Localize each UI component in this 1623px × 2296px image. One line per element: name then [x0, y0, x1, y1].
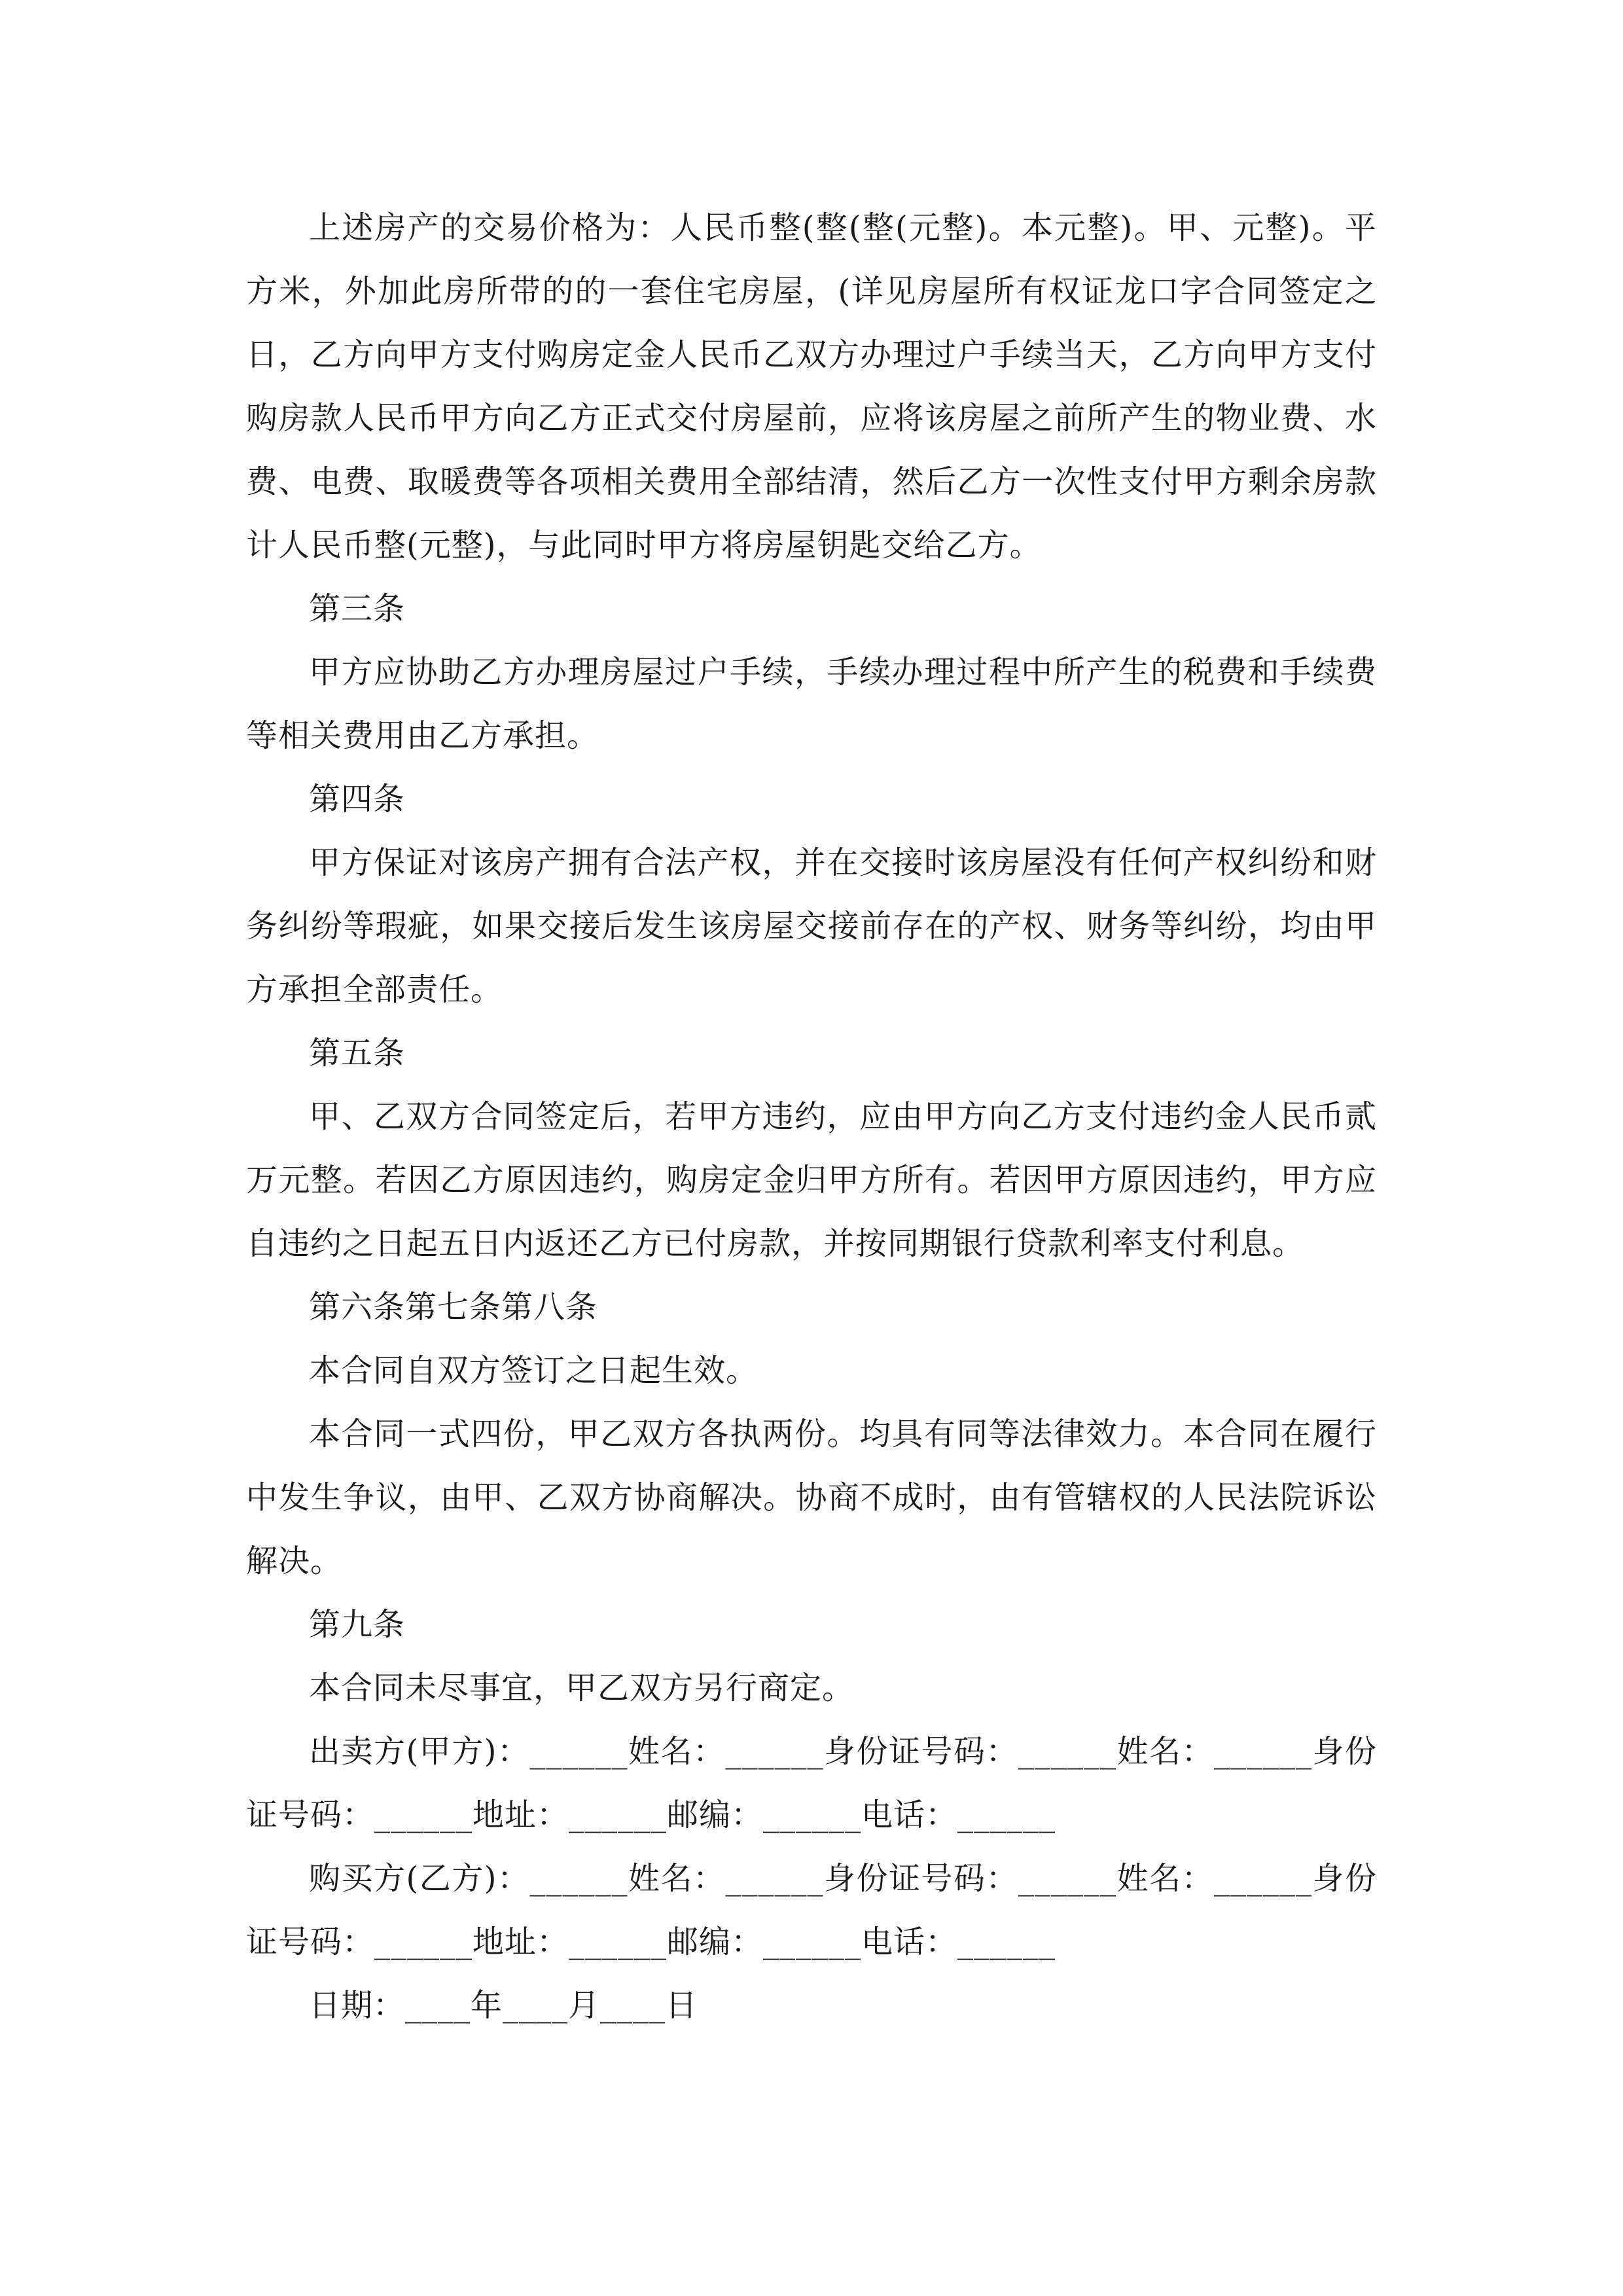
article-6-7-8-heading: 第六条第七条第八条	[309, 1289, 598, 1325]
article-3-paragraph: 甲方应协助乙方办理房屋过户手续，手续办理过程中所产生的税费和手续费等相关费用由乙方承担。	[246, 654, 1377, 754]
article-9-heading: 第九条	[309, 1606, 406, 1643]
contract-body	[246, 196, 1377, 2037]
article-4-paragraph: 甲方保证对该房产拥有合法产权，并在交接时该房屋没有任何产权纠纷和财务纠纷等瑕疵，如果交接后发生该房屋交接前存在的产权、财务等纠纷，均由甲方承担全部责任。	[246, 844, 1377, 1008]
article-9-paragraph: 本合同未尽事宜，甲乙双方另行商定。	[309, 1670, 855, 1706]
copies-dispute-paragraph: 本合同一式四份，甲乙双方各执两份。均具有同等法律效力。本合同在履行中发生争议，由甲、乙双方协商解决。协商不成时，由有管辖权的人民法院诉讼解决。	[246, 1416, 1377, 1579]
seller-signature-line: 出卖方(甲方)：______姓名：______身份证号码：______姓名：______身份证号码：______地址：______邮编：______电话：______	[246, 1733, 1377, 1833]
buyer-signature-line: 购买方(乙方)：______姓名：______身份证号码：______姓名：______身份证号码：______地址：______邮编：______电话：______	[246, 1860, 1377, 1960]
price-clause-paragraph: 上述房产的交易价格为：人民币整(整(整(元整)。本元整)。甲、元整)。平方米，外加此房所带的的一套住宅房屋，(详见房屋所有权证龙口字合同签定之日，乙方向甲方支付购房定金人民币乙双方办理过户手续当天，乙方向甲方支付购房款人民币甲方向乙方正式交付房屋前，应将该房屋之前所产生的物业费、水费、电费、取暖费等各项相关费用全部结清，然后乙方一次性支付甲方剩余房款计人民币整(元整)，与此同时甲方将房屋钥匙交给乙方。	[246, 209, 1377, 564]
effective-date-paragraph: 本合同自双方签订之日起生效。	[309, 1352, 758, 1389]
article-4-heading: 第四条	[309, 781, 406, 817]
article-5-heading: 第五条	[309, 1035, 406, 1071]
article-5-paragraph: 甲、乙双方合同签定后，若甲方违约，应由甲方向乙方支付违约金人民币贰万元整。若因乙方原因违约，购房定金归甲方所有。若因甲方原因违约，甲方应自违约之日起五日内返还乙方已付房款，并按同期银行贷款利率支付利息。	[246, 1098, 1377, 1262]
date-line: 日期：____年____月____日	[309, 1987, 698, 2024]
article-3-heading: 第三条	[309, 590, 406, 627]
